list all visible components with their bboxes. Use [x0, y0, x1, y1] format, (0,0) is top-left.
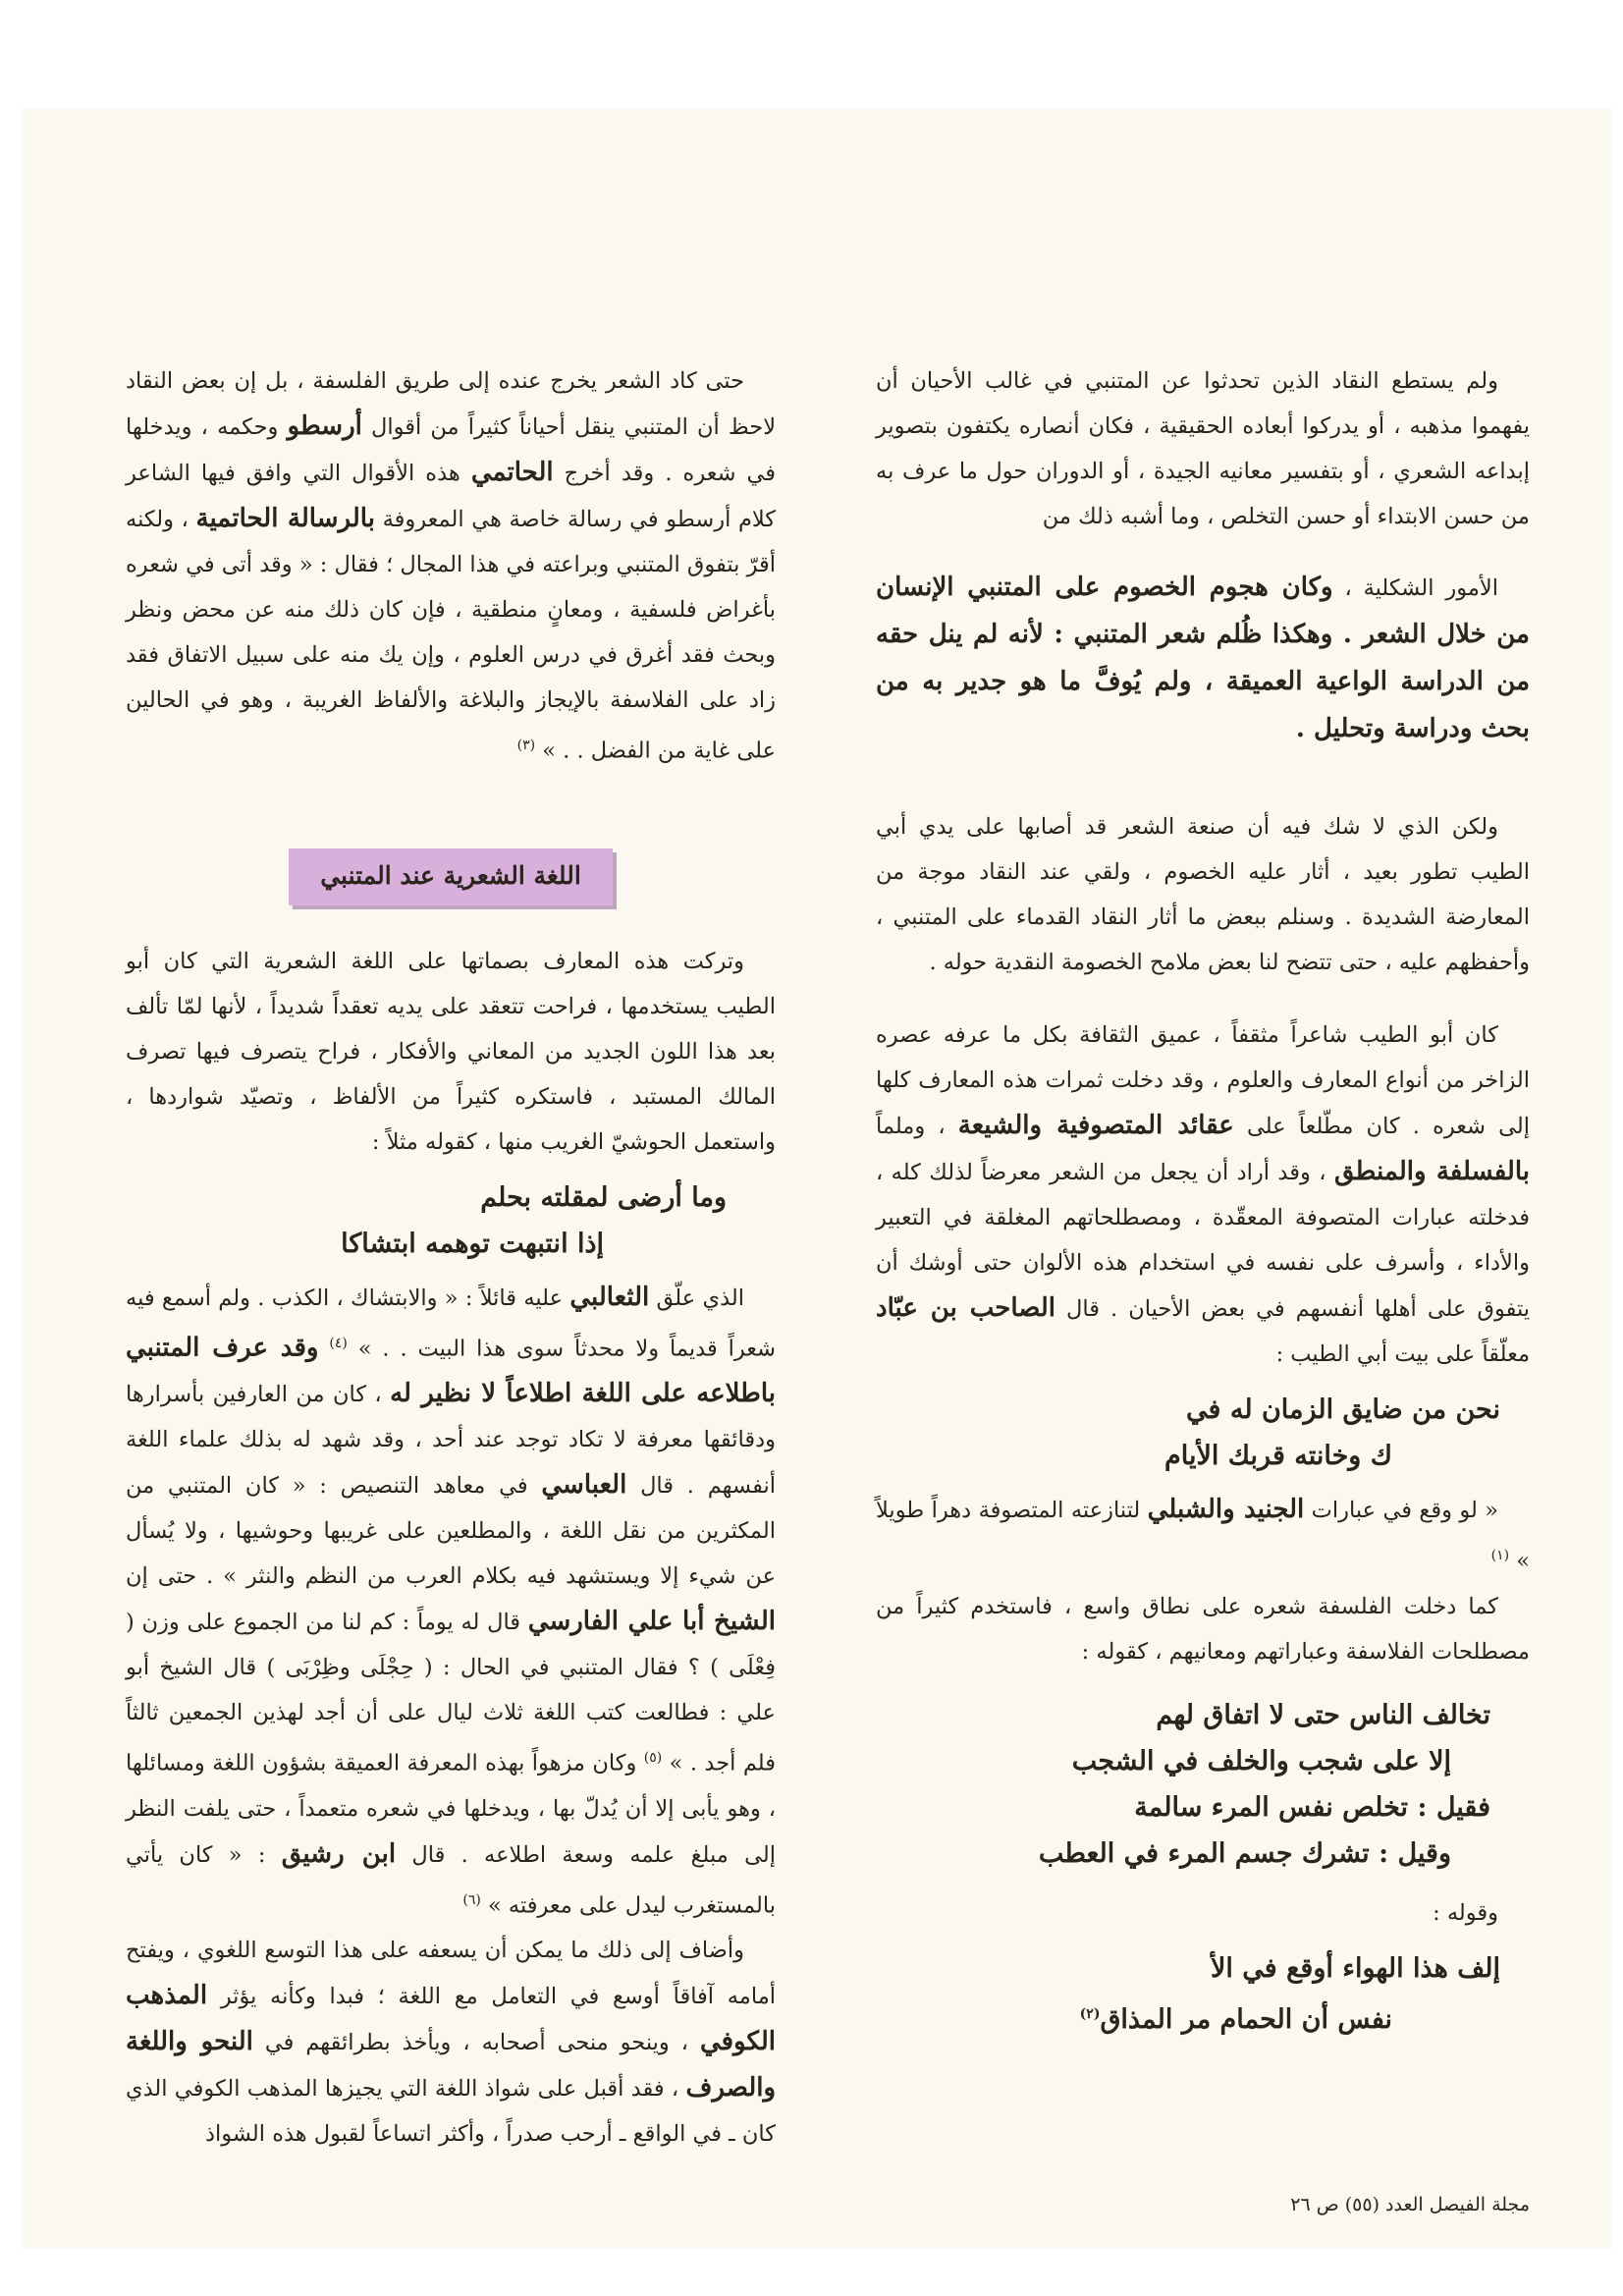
bold-term: أرسطو: [287, 411, 362, 441]
verse-line: إلا على شجب والخلف في الشجب: [1071, 1745, 1451, 1777]
bold-statement: وقد عرف المتنبي باطلاعه على اللغة اطلاعاً لا نظير له: [126, 1333, 777, 1408]
bold-term: العباسي: [541, 1470, 627, 1500]
paragraph: وقوله :: [1433, 1899, 1498, 1926]
bold-term: النحو واللغة والصرف: [126, 2027, 777, 2103]
verse-line: وما أرضى لمقلته بحلم: [480, 1181, 727, 1213]
verse-line: إلف هذا الهواء أوقع في الأ: [1210, 1952, 1500, 1984]
bold-term: ابن رشيق: [281, 1838, 397, 1869]
poem-block: [876, 1692, 1530, 1877]
paragraph: « لو وقع في عبارات الجنيد والشبلي لتنازعته المتصوفة دهراً طويلاً » $^{(١)}$: [876, 1495, 1530, 1574]
footnote-ref: (٦): [462, 1891, 481, 1908]
paragraph: ولم يستطع النقاد الذين تحدثوا عن المتنبي في غالب الأحيان أن يفهموا مذهبه ، أو يدركوا أبعاده الحقيقية ، فكان أنصاره يكتفون بتصوير إبداعه الشعري ، أو بتفسير معانيه الجيدة ، أو الدوران حول ما عرف به من حسن الابتداء أو حسن التخلص ، وما أشبه ذلك من: [876, 368, 1530, 529]
footnote-ref: (٣): [516, 738, 536, 753]
paragraph: كان أبو الطيب شاعراً مثقفاً ، عميق الثقافة بكل ما عرفه عصره الزاخر من أنواع المعارف والعلوم ، وقد دخلت ثمرات هذه المعارف كلها إلى شعره . كان مطّلعاً على عقائد المتصوفية والشيعة ، وملماً بالفسلفة والمنطق ، وقد أراد أن يجعل من الشعر معرضاً لذلك كله ، فدخلته عبارات المتصوفة المعقّدة ، ومصطلحاتهم المغلقة في التعبير والأداء ، وأسرف على نفسه في استخدام هذه الألوان حتى أوشك أن يتفوق على أهلها أنفسهم في بعض الأحيان . قال الصاحب بن عبّاد معلّقاً على بيت أبي الطيب :: [876, 1022, 1531, 1367]
paragraph: الذي علّق الثعالبي عليه قائلاً : « والابتشاك ، الكذب . ولم أسمع فيه شعراً قديماً ولا محدثاً سوى هذا البيت . . » $^{(٤)}$ وقد عرف المتنبي باطلاعه على اللغة اطلاعاً لا نظير له ، كان من العارفين بأسرارها ودقائقها معرفة لا تكاد توجد عند أحد ، وقد شهد له بذلك علماء اللغة أنفسهم . قال العباسي في معاهد التنصيص : « كان المتنبي من المكثرين من نقل اللغة ، والمطلعين على غريبها وحوشيها ، ولا يُسأل عن شيء إلا ويستشهد فيه بكلام العرب من النظم والنثر » . حتى إن الشيخ أبا علي الفارسي قال له يوماً : كم لنا من الجموع على وزن ( فِعْلَى ) ؟ فقال المتنبي في الحال : ( حِجْلَى وظِرْبَى ) قال الشيخ أبو علي : فطالعت كتب اللغة ثلاث ليال على أن أجد لهذين الجمعين ثالثاً فلم أجد . » $^{(٥)}$ وكان مزهواً بهذه المعرفة العميقة بشؤون اللغة ومسائلها ، وهو يأبى إلا أن يُدلّ بها ، ويدخلها في شعره متعمداً ، حتى يلفت النظر إلى مبلغ علمه وسعة اطلاعه . قال ابن رشيق : « كان يأتي بالمستغرب ليدل على معرفته » $^{(٦)}$: [126, 1282, 777, 1918]
paragraph-emphasis: الأمور الشكلية ، وكان هجوم الخصوم على المتنبي الإنسان من خلال الشعر . وهكذا ظُلم شعر المتنبي : لأنه لم ينل حقه من الدراسة الواعية العميقة ، ولم يُوفَّ ما هو جدير به من بحث ودراسة وتحليل .: [876, 573, 1530, 743]
verse-block: [876, 1387, 1530, 1479]
bold-statement: وكان هجوم الخصوم على المتنبي الإنسان من خلال الشعر . وهكذا ظُلم شعر المتنبي : لأنه لم ينل حقه من الدراسة الواعية العميقة ، ولم يُوفَّ ما هو جدير به من بحث ودراسة وتحليل .: [876, 573, 1530, 743]
page-sheet: [22, 108, 1612, 2249]
verse-line: فقيل : تخلص نفس المرء سالمة: [1134, 1791, 1490, 1823]
section-heading: اللغة الشعرية عند المتنبي: [289, 848, 613, 905]
footnote-ref: (١): [1490, 1548, 1510, 1563]
bold-term: بالرسالة الحاتمية: [195, 504, 375, 533]
bold-term: بالفسلفة والمنطق: [1333, 1157, 1530, 1186]
footnote-ref: (٥): [643, 1750, 663, 1766]
verse-line: وقيل : تشرك جسم المرء في العطب: [1038, 1837, 1451, 1869]
verse-line: نحن من ضايق الزمان له في: [1186, 1394, 1500, 1425]
footnote-ref: (٤): [329, 1335, 348, 1351]
paragraph: وأضاف إلى ذلك ما يمكن أن يسعفه على هذا التوسع اللغوي ، ويفتح أمامه آفاقاً أوسع في التعامل مع اللغة ؛ فبدا وكأنه يؤثر المذهب الكوفي ، وينحو منحى أصحابه ، ويأخذ بطرائقهم في النحو واللغة والصرف ، فقد أقبل على شواذ اللغة التي يجيزها المذهب الكوفي الذي كان ـ في الواقع ـ أرحب صدراً ، وأكثر اتساعاً لقبول هذه الشواذ: [126, 1938, 777, 2147]
verse-line: تخالف الناس حتى لا اتفاق لهم: [1156, 1699, 1490, 1730]
bold-term: الجنيد والشبلي: [1147, 1495, 1305, 1524]
paragraph: حتى كاد الشعر يخرج عنده إلى طريق الفلسفة ، بل إن بعض النقاد لاحظ أن المتنبي ينقل أحياناً كثيراً من أقوال أرسطو وحكمه ، ويدخلها في شعره . وقد أخرج الحاتمي هذه الأقوال التي وافق فيها الشاعر كلام أرسطو في رسالة خاصة هي المعروفة بالرسالة الحاتمية ، ولكنه أقرّ بتفوق المتنبي وبراعته في هذا المجال ؛ فقال : « وقد أتى في شعره بأغراض فلسفية ، ومعانٍ منطقية ، فإن كان ذلك منه عن محض ونظر وبحث فقد أغرق في درس العلوم ، وإن يك منه على سبيل الاتفاق فقد زاد على الفلاسفة بالإيجاز والبلاغة والألفاظ الغريبة ، وهو في الحالين على غاية من الفضل . . » $^{(٣)}$: [126, 368, 777, 764]
paragraph: وتركت هذه المعارف بصماتها على اللغة الشعرية التي كان أبو الطيب يستخدمها ، فراحت تتعقد على يديه تعقداً شديداً ، لأنها لمّا تألف بعد هذا اللون الجديد من المعاني والأفكار ، فراح يتصرف فيها تصرف المالك المستبد ، فاستكره كثيراً من الألفاظ ، وتصيّد شواردها ، واستعمل الحوشيّ الغريب منها ، كقوله مثلاً :: [126, 948, 776, 1155]
verse-line: ك وخانته قربك الأيام: [1164, 1441, 1392, 1471]
paragraph: كما دخلت الفلسفة شعره على نطاق واسع ، فاستخدم كثيراً من مصطلحات الفلاسفة وعباراتهم ومعانيهم ، كقوله :: [876, 1593, 1530, 1665]
verse-line: إذا انتبهت توهمه ابتشاكا: [341, 1228, 604, 1259]
page-footer: مجلة الفيصل العدد (٥٥) ص ٢٦: [1290, 2194, 1530, 2215]
right-column: [876, 358, 1530, 2043]
bold-term: الحاتمي: [470, 458, 554, 487]
verse-line: نفس أن الحمام مر المذاق$^{(٢)}$: [1079, 2003, 1392, 2035]
verse-block: [876, 1945, 1530, 2043]
bold-term: المذهب الكوفي: [126, 1981, 776, 2056]
left-column: [126, 358, 776, 2157]
verse-block: [126, 1175, 776, 1267]
footnote-ref: (٢): [1079, 2005, 1101, 2022]
bold-term: الثعالبي: [569, 1282, 650, 1312]
paragraph: ولكن الذي لا شك فيه أن صنعة الشعر قد أصابها على يدي أبي الطيب تطور بعيد ، أثار عليه الخصوم ، ولقي عند النقاد موجة من المعارضة الشديدة . وسنلم ببعض ما أثار النقاد القدماء على المتنبي ، وأحفظهم عليه ، حتى تتضح لنا بعض ملامح الخصومة النقدية حوله .: [876, 814, 1530, 975]
bold-term: الشيخ أبا علي الفارسي: [527, 1607, 777, 1636]
bold-term: عقائد المتصوفية والشيعة: [957, 1111, 1234, 1140]
bold-term: الصاحب بن عبّاد: [876, 1293, 1055, 1323]
